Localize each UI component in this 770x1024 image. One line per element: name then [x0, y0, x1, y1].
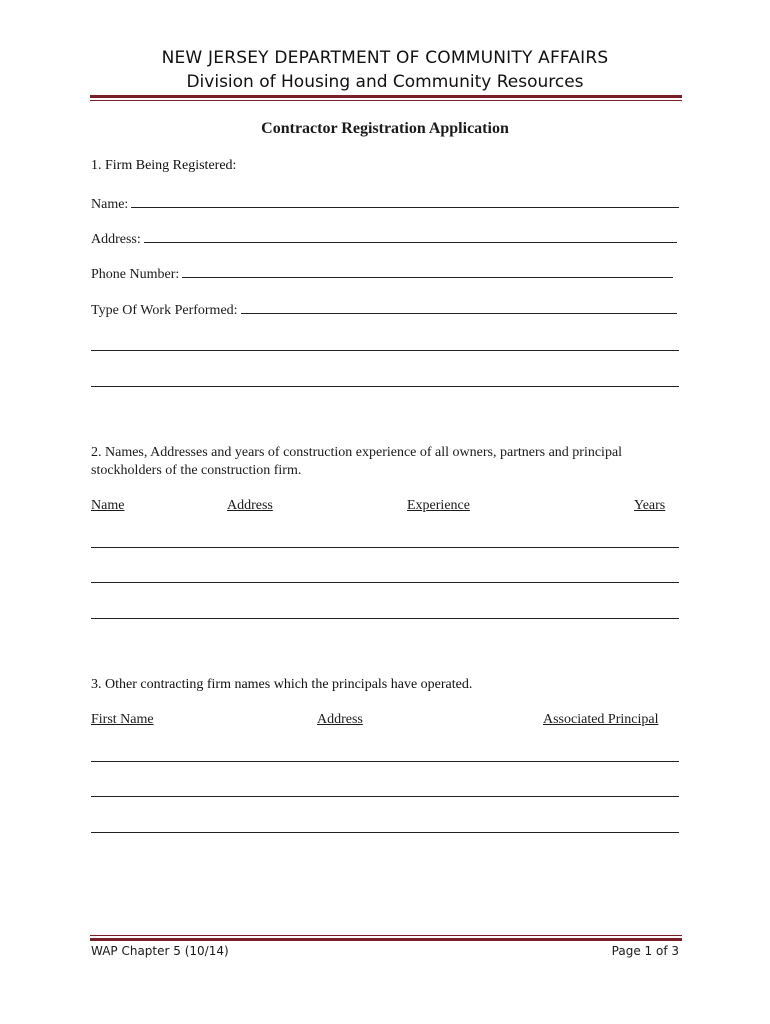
form-title: Contractor Registration Application	[261, 120, 509, 137]
column-header-name: Name	[91, 498, 125, 513]
address-field[interactable]	[91, 230, 677, 248]
footer-chapter: WAP Chapter 5 (10/14)	[91, 944, 229, 958]
header-rule-thin	[90, 100, 682, 101]
other-firm-entry-line[interactable]	[91, 796, 679, 797]
address-input-line[interactable]	[144, 230, 677, 243]
work-type-extra-line[interactable]	[91, 386, 679, 387]
owner-entry-line[interactable]	[91, 618, 679, 619]
owner-entry-line[interactable]	[91, 582, 679, 583]
name-field[interactable]	[91, 195, 679, 213]
column-header-address: Address	[227, 498, 273, 513]
work-type-extra-line[interactable]	[91, 350, 679, 351]
section2-heading: 2. Names, Addresses and years of construction experience of all owners, partners and principal stockholders of the construction firm.	[91, 445, 623, 478]
owner-entry-line[interactable]	[91, 547, 679, 548]
agency-name: NEW JERSEY DEPARTMENT OF COMMUNITY AFFAIRS	[161, 48, 609, 68]
phone-label: Phone Number:	[91, 267, 180, 282]
section3-heading: 3. Other contracting firm names which the principals have operated.	[91, 677, 473, 692]
address-label: Address:	[91, 232, 141, 247]
phone-input-line[interactable]	[182, 265, 673, 278]
footer-rule-thin	[90, 935, 682, 936]
column-header-years: Years	[634, 498, 666, 513]
other-firm-entry-line[interactable]	[91, 832, 679, 833]
column-header-associated-principal: Associated Principal	[543, 712, 659, 727]
name-label: Name:	[91, 197, 129, 212]
phone-field[interactable]	[91, 265, 673, 283]
name-input-line[interactable]	[131, 195, 679, 208]
work-type-label: Type Of Work Performed:	[91, 303, 238, 318]
column-header-experience: Experience	[407, 498, 470, 513]
footer-rule-thick	[90, 938, 682, 941]
header-rule-thick	[90, 95, 682, 98]
work-type-input-line[interactable]	[241, 301, 677, 314]
section1-heading: 1. Firm Being Registered:	[91, 158, 237, 173]
work-type-field[interactable]	[91, 301, 677, 319]
division-name: Division of Housing and Community Resources	[186, 72, 584, 92]
column-header-first-name: First Name	[91, 712, 154, 727]
column-header-address: Address	[317, 712, 363, 727]
footer-page-number: Page 1 of 3	[611, 944, 679, 958]
other-firm-entry-line[interactable]	[91, 761, 679, 762]
